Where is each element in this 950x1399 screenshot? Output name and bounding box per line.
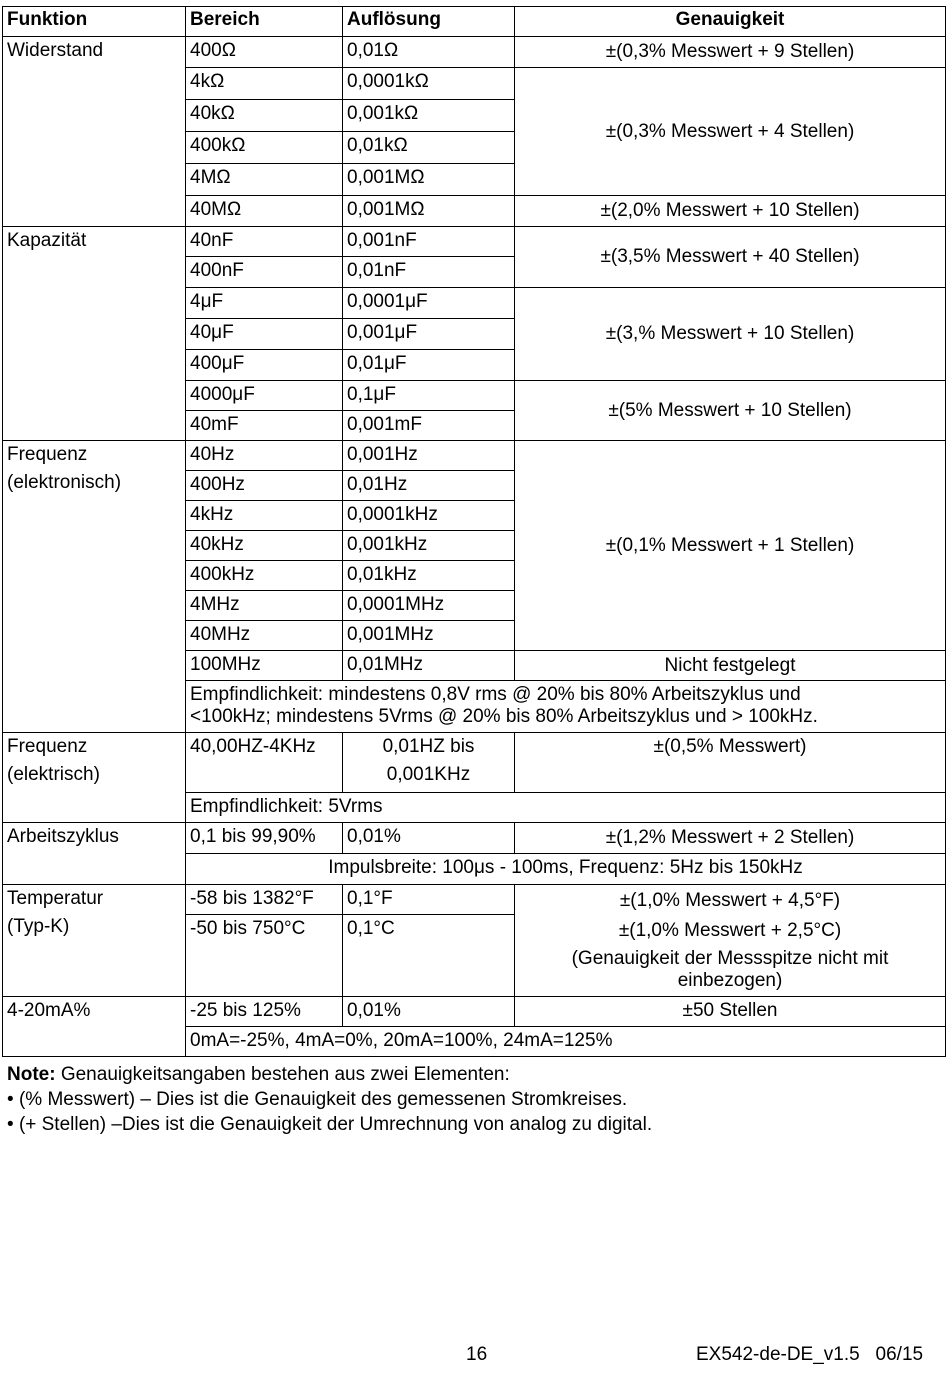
- range-cell: 4000μF: [186, 381, 343, 411]
- accuracy-cell: ±(3,% Messwert + 10 Stellen): [515, 288, 946, 381]
- resolution-cell: 0,0001MHz: [343, 591, 515, 621]
- accuracy-cell: ±(5% Messwert + 10 Stellen): [515, 381, 946, 441]
- range-cell: -50 bis 750°C: [186, 915, 343, 997]
- header-bereich: Bereich: [186, 7, 343, 37]
- function-cell: Widerstand: [3, 37, 186, 227]
- function-label: Frequenz: [7, 736, 88, 757]
- range-cell: 4MΩ: [186, 164, 343, 196]
- range-cell: 40kHz: [186, 531, 343, 561]
- range-cell: 40μF: [186, 319, 343, 350]
- range-cell: 40,00HZ-4KHz: [186, 733, 343, 793]
- resolution-cell: 0,01HZ bis 0,001KHz: [343, 733, 515, 793]
- resolution-cell: 0,01%: [343, 997, 515, 1027]
- notes-bullet-text: (% Messwert) – Dies ist die Genauigkeit des gemessenen Stromkreises.: [18, 1089, 628, 1110]
- table-row: [3, 37, 946, 68]
- range-cell: 0,1 bis 99,90%: [186, 823, 343, 854]
- function-cell: Arbeitszyklus: [3, 823, 186, 885]
- accuracy-line: ±(1,0% Messwert + 2,5°C): [618, 920, 842, 941]
- range-cell: 400Hz: [186, 471, 343, 501]
- resolution-cell: 0,01kHz: [343, 561, 515, 591]
- range-cell: 4MHz: [186, 591, 343, 621]
- function-cell: Kapazität: [3, 227, 186, 441]
- range-cell: 40Hz: [186, 441, 343, 471]
- resolution-cell: 0,001MΩ: [343, 164, 515, 196]
- resolution-cell: 0,1μF: [343, 381, 515, 411]
- resolution-cell: 0,01Hz: [343, 471, 515, 501]
- resolution-cell: 0,001kΩ: [343, 100, 515, 132]
- note-cell: 0mA=-25%, 4mA=0%, 20mA=100%, 24mA=125%: [186, 1027, 946, 1057]
- resolution-cell: 0,001Hz: [343, 441, 515, 471]
- range-cell: 4kΩ: [186, 68, 343, 100]
- range-cell: 400μF: [186, 350, 343, 381]
- range-cell: 40MHz: [186, 621, 343, 651]
- notes-intro-line: [7, 1062, 652, 1087]
- resolution-cell: 0,001MHz: [343, 621, 515, 651]
- range-cell: -25 bis 125%: [186, 997, 343, 1027]
- header-genauigkeit: Genauigkeit: [515, 7, 946, 37]
- resolution-cell: 0,01kΩ: [343, 132, 515, 164]
- resolution-cell: 0,0001kHz: [343, 501, 515, 531]
- accuracy-cell: ±(0,3% Messwert + 9 Stellen): [515, 37, 946, 68]
- resolution-cell: 0,0001kΩ: [343, 68, 515, 100]
- function-label: Frequenz: [7, 444, 88, 465]
- accuracy-cell: ±(0,1% Messwert + 1 Stellen): [515, 441, 946, 651]
- table-header-row: [3, 7, 946, 37]
- function-cell: [3, 733, 186, 823]
- accuracy-cell: ±(0,5% Messwert): [515, 733, 946, 793]
- function-label: Temperatur: [7, 888, 104, 909]
- resolution-cell: 0,001MΩ: [343, 196, 515, 227]
- accuracy-cell: [515, 885, 946, 997]
- range-cell: 40kΩ: [186, 100, 343, 132]
- table-row: [3, 997, 946, 1027]
- table-row: [3, 885, 946, 915]
- resolution-cell: 0,01MHz: [343, 651, 515, 681]
- accuracy-cell: ±50 Stellen: [515, 997, 946, 1027]
- header-funktion: Funktion: [3, 7, 186, 37]
- notes-intro: Genauigkeitsangaben bestehen aus zwei Elementen:: [55, 1064, 510, 1085]
- accuracy-line: ±(1,0% Messwert + 4,5°F): [619, 890, 841, 911]
- specification-table: [2, 6, 946, 1057]
- range-cell: 40nF: [186, 227, 343, 257]
- sensitivity-cell: Empfindlichkeit: mindestens 0,8V rms @ 20% bis 80% Arbeitszyklus und <100kHz; mindestens 5Vrms @ 20% bis 80% Arbeitszyklus und > 100kHz.: [186, 681, 946, 733]
- table-row: [3, 227, 946, 257]
- accuracy-cell: ±(2,0% Messwert + 10 Stellen): [515, 196, 946, 227]
- function-sublabel: (elektronisch): [7, 472, 122, 493]
- range-cell: 100MHz: [186, 651, 343, 681]
- function-sublabel: (Typ-K): [7, 916, 70, 937]
- resolution-cell: 0,01μF: [343, 350, 515, 381]
- table-row: [3, 823, 946, 854]
- resolution-cell: 0,001μF: [343, 319, 515, 350]
- range-cell: 4kHz: [186, 501, 343, 531]
- resolution-cell: 0,01nF: [343, 257, 515, 288]
- range-cell: 400Ω: [186, 37, 343, 68]
- resolution-cell: 0,1°F: [343, 885, 515, 915]
- notes-bullet-item: [7, 1087, 652, 1112]
- page-number: 16: [466, 1344, 488, 1365]
- range-cell: 400nF: [186, 257, 343, 288]
- resolution-cell: 0,01Ω: [343, 37, 515, 68]
- notes-bullet-item: [7, 1112, 652, 1137]
- header-aufloesung: Auflösung: [343, 7, 515, 37]
- resolution-cell: 0,0001μF: [343, 288, 515, 319]
- resolution-cell: 0,1°C: [343, 915, 515, 997]
- function-cell: 4-20mA%: [3, 997, 186, 1057]
- range-cell: 400kHz: [186, 561, 343, 591]
- table-row: [3, 733, 946, 793]
- resolution-cell: 0,01%: [343, 823, 515, 854]
- accuracy-cell: ±(1,2% Messwert + 2 Stellen): [515, 823, 946, 854]
- range-cell: 4μF: [186, 288, 343, 319]
- notes-bullet-text: (+ Stellen) –Dies ist die Genauigkeit der Umrechnung von analog zu digital.: [18, 1114, 653, 1135]
- range-cell: 400kΩ: [186, 132, 343, 164]
- bullet-icon: •: [7, 1089, 14, 1110]
- resolution-cell: 0,001nF: [343, 227, 515, 257]
- sensitivity-cell: Empfindlichkeit: 5Vrms: [186, 793, 946, 823]
- notes-label: Note:: [7, 1064, 56, 1085]
- table-row: [3, 441, 946, 471]
- note-cell: Impulsbreite: 100μs - 100ms, Frequenz: 5Hz bis 150kHz: [186, 854, 946, 885]
- accuracy-cell: ±(0,3% Messwert + 4 Stellen): [515, 68, 946, 196]
- function-cell: [3, 441, 186, 733]
- function-sublabel: (elektrisch): [7, 764, 100, 785]
- accuracy-note: (Genauigkeit der Messspitze nicht mit einbezogen): [571, 948, 889, 991]
- range-cell: 40MΩ: [186, 196, 343, 227]
- accuracy-cell: Nicht festgelegt: [515, 651, 946, 681]
- bullet-icon: •: [7, 1114, 14, 1135]
- resolution-cell: 0,001mF: [343, 411, 515, 441]
- accuracy-cell: ±(3,5% Messwert + 40 Stellen): [515, 227, 946, 288]
- range-cell: 40mF: [186, 411, 343, 441]
- function-cell: [3, 885, 186, 997]
- range-cell: -58 bis 1382°F: [186, 885, 343, 915]
- resolution-cell: 0,001kHz: [343, 531, 515, 561]
- notes-section: [7, 1062, 652, 1137]
- document-id: EX542-de-DE_v1.5 06/15: [696, 1344, 924, 1365]
